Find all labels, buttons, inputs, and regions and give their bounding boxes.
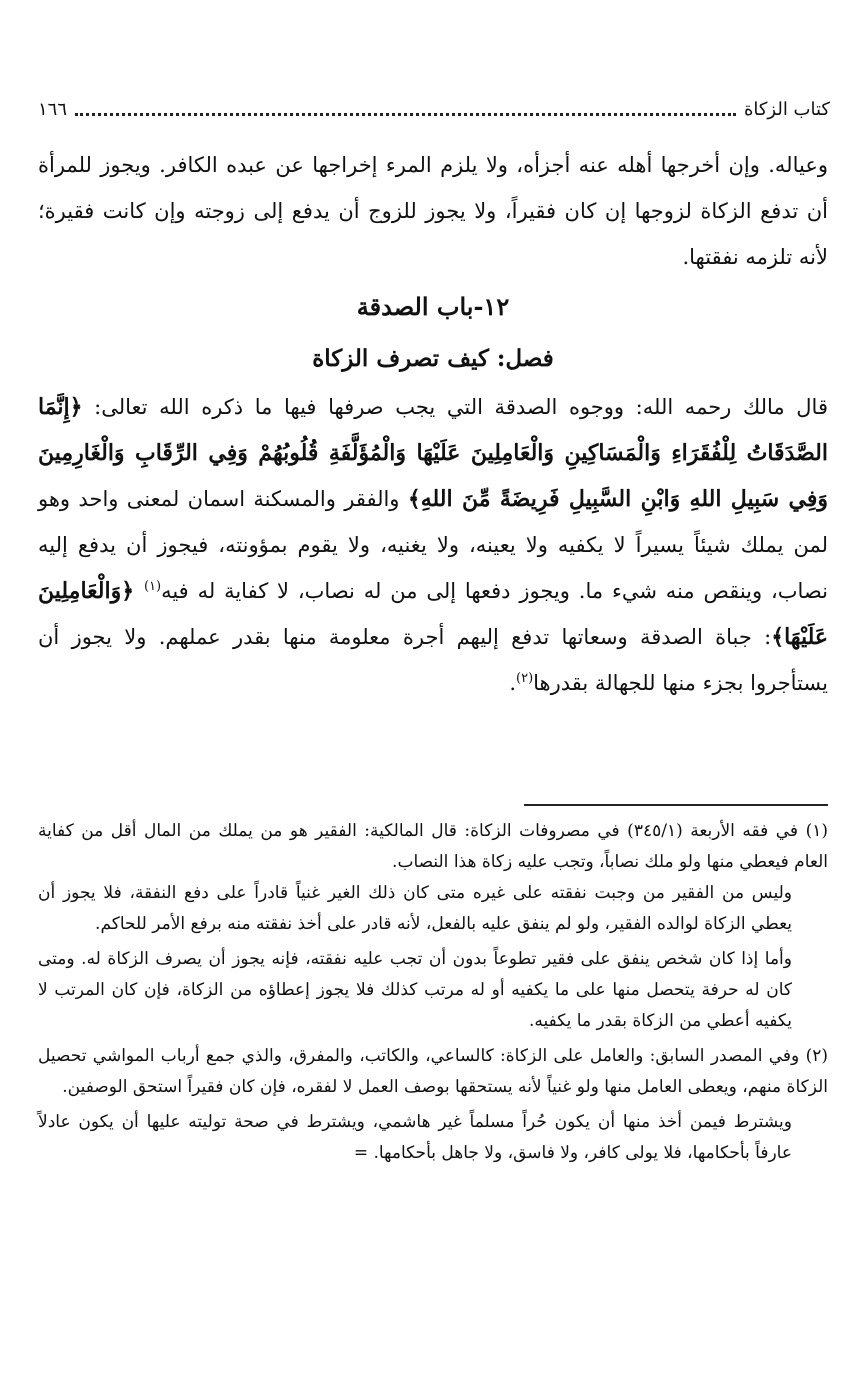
footnote-2-continuation: ويشترط فيمن أخذ منها أن يكون حُراً مسلماً غير هاشمي، ويشترط في صحة توليته عليها أن يكون عادلاً عارفاً بأحكامها، فلا يولى كافر، ولا فاسق، ولا جاهل بأحكامها. = [38, 1112, 792, 1163]
paragraph-zakat-recipients [38, 384, 828, 706]
paragraph-period: . [509, 671, 517, 695]
footnote-1-continuation: وليس من الفقير من وجبت نفقته على غيره متى كان ذلك الغير غنياً قادراً على دفع النفقة، فلا يجوز أن يعطي الزكاة لوالده الفقير، ولو لم ينفق عليه بالفعل، لأنه قادر على أخذ نفقته منه برفع الأمر للحاكم. [38, 883, 793, 934]
footnote-ref-2[interactable]: (٢) [516, 671, 534, 686]
paragraph-workers: : جباة الصدقة وسعاتها تدفع إليهم أجرة معلومة منها بقدر عملهم. ولا يجوز أن يستأجروا بجزء منها للجهالة بقدرها [38, 625, 828, 695]
footnote-ref-1[interactable]: (١) [143, 579, 162, 594]
paragraph-continuation: وعياله. وإن أخرجها أهله عنه أجزأه، ولا يلزم المرء إخراجها عن عبده الكافر. ويجوز للمرأة أن تدفع الزكاة لزوجها إن كان فقيراً، ولا يجوز للزوج أن يدفع إلى زوجته وإن كانت فقيرة؛ لأنه تلزمه نفقتها. [38, 153, 828, 269]
running-head-title: كتاب الزكاة [743, 99, 830, 120]
paragraph-intro: قال مالك رحمه الله: ووجوه الصدقة التي يجب صرفها فيها ما ذكره الله تعالى: [82, 395, 828, 419]
footnotes [38, 816, 828, 1169]
page-number: ١٦٦ [38, 99, 68, 120]
main-text [38, 142, 828, 706]
paragraph-poverty-definition: والفقر والمسكنة اسمان لمعنى واحد وهو لمن يملك شيئاً يسيراً لا يكفيه ولا يعينه، ولا يغنيه، ولا يقوم بمؤونته، فيجوز أن يدفع إليه نصاب، وينقص منه شيء ما. ويجوز دفعها إلى من له نصاب، لا كفاية له فيه [38, 487, 828, 603]
footnote-1-text: (١) في فقه الأربعة (٣٤٥/١) في مصروفات الزكاة: قال المالكية: الفقير هو من يملك من المال أقل من كفاية العام فيعطي منها ولو ملك نصاباً، وتجب عليه زكاة هذا النصاب. [38, 821, 828, 872]
running-head-dot-leader [75, 113, 736, 116]
chapter-title: ١٢-باب الصدقة [356, 292, 510, 321]
section-title: فصل: كيف تصرف الزكاة [312, 345, 554, 372]
quran-verse-workers: ﴿وَالْعَامِلِينَ عَلَيْهَا﴾ [38, 578, 828, 650]
quran-verse-recipients: ﴿إِنَّمَا الصَّدَقَاتُ لِلْفُقَرَاءِ وَالْمَسَاكِينِ وَالْعَامِلِينَ عَلَيْهَا وَالْمُؤَلَّفَةِ قُلُوبُهُمْ وَفِي الرِّقَابِ وَالْغَارِمِينَ وَفِي سَبِيلِ اللهِ وَابْنِ السَّبِيلِ فَرِيضَةً مِّنَ اللهِ﴾ [38, 394, 829, 512]
footnote-2-text: (٢) وفي المصدر السابق: والعامل على الزكاة: كالساعي، والكاتب، والمفرق، والذي جمع أرباب المواشي تحصيل الزكاة منهم، ويعطى العامل منها ولو غنياً لأنه يستحقها بوصف العمل لا لفقره، فإن كان فقيراً استحق الوصفين. [38, 1046, 828, 1097]
footnote-1-continuation: وأما إذا كان شخص ينفق على فقير تطوعاً بدون أن تجب عليه نفقته، فإنه يجوز أن يصرف الزكاة له. ومتى كان له حرفة يتحصل منها على ما يكفيه أو له مرتب كذلك فلا يجوز إعطاؤه من الزكاة، فإن كان المرتب لا يكفيه أعطي من الزكاة بقدر ما يكفيه. [38, 949, 792, 1031]
running-head [38, 88, 830, 122]
footnote-separator [524, 804, 828, 806]
